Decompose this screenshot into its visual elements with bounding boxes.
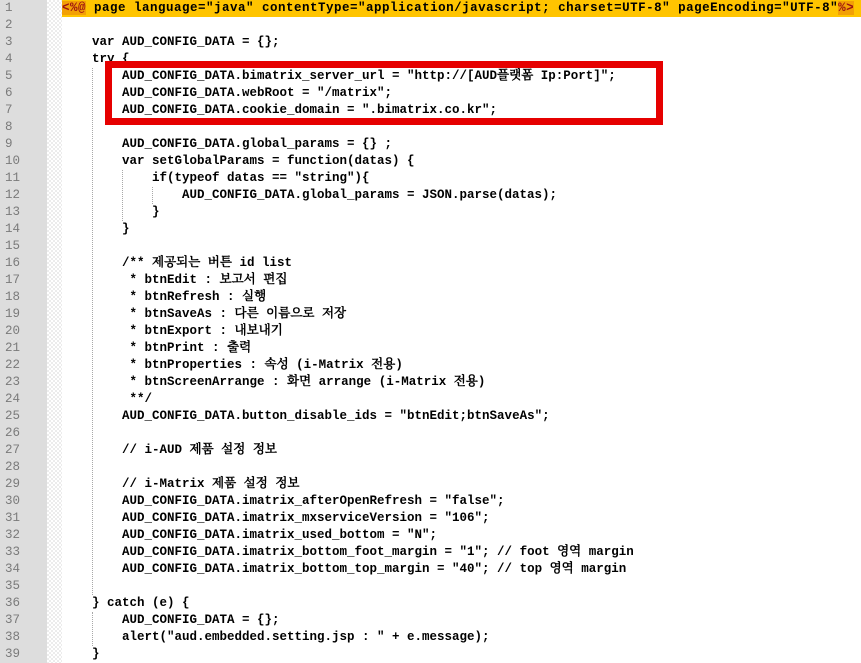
line-number: 38 bbox=[5, 630, 21, 644]
line-number: 11 bbox=[5, 171, 21, 185]
code-line[interactable] bbox=[0, 595, 861, 612]
line-number: 7 bbox=[5, 103, 13, 117]
code-text bbox=[0, 578, 861, 595]
code-line[interactable] bbox=[0, 119, 861, 136]
code-line[interactable] bbox=[0, 408, 861, 425]
code-text: /** 제공되는 버튼 id list bbox=[122, 256, 292, 270]
line-number: 30 bbox=[5, 494, 21, 508]
line-number: 23 bbox=[5, 375, 21, 389]
code-text: var AUD_CONFIG_DATA = {}; bbox=[92, 35, 280, 49]
code-line[interactable] bbox=[0, 34, 861, 51]
line-number: 26 bbox=[5, 426, 21, 440]
line-number: 16 bbox=[5, 256, 21, 270]
code-line[interactable] bbox=[0, 51, 861, 68]
code-text: } bbox=[92, 647, 100, 661]
code-text bbox=[0, 425, 861, 442]
code-line[interactable] bbox=[0, 238, 861, 255]
code-line[interactable] bbox=[0, 527, 861, 544]
line-number: 12 bbox=[5, 188, 21, 202]
code-line[interactable] bbox=[0, 136, 861, 153]
line-number: 20 bbox=[5, 324, 21, 338]
line-number: 14 bbox=[5, 222, 21, 236]
code-line[interactable] bbox=[0, 425, 861, 442]
code-line[interactable] bbox=[0, 612, 861, 629]
code-line[interactable] bbox=[0, 204, 861, 221]
line-number: 17 bbox=[5, 273, 21, 287]
line-number: 28 bbox=[5, 460, 21, 474]
code-text: AUD_CONFIG_DATA.bimatrix_server_url = "http://[AUD플랫폼 Ip:Port]"; bbox=[122, 69, 616, 83]
line-number: 21 bbox=[5, 341, 21, 355]
jsp-delimiter: %> bbox=[838, 1, 855, 15]
code-text: AUD_CONFIG_DATA.imatrix_used_bottom = "N"; bbox=[122, 528, 438, 542]
line-number: 37 bbox=[5, 613, 21, 627]
line-number: 33 bbox=[5, 545, 21, 559]
code-line[interactable] bbox=[0, 323, 861, 340]
code-line[interactable] bbox=[0, 289, 861, 306]
code-text: * btnExport : 내보내기 bbox=[122, 324, 283, 338]
code-line[interactable] bbox=[0, 153, 861, 170]
line-number: 3 bbox=[5, 35, 13, 49]
code-line[interactable] bbox=[0, 340, 861, 357]
code-text: if(typeof datas == "string"){ bbox=[152, 171, 370, 185]
jsp-directive-text: page language="java" contentType="application/javascript; charset=UTF-8" pageEncoding="UTF-8" bbox=[86, 1, 839, 15]
code-text: AUD_CONFIG_DATA.imatrix_bottom_foot_margin = "1"; // foot 영역 margin bbox=[122, 545, 634, 559]
line-number: 2 bbox=[5, 18, 13, 32]
line-number: 19 bbox=[5, 307, 21, 321]
line-number: 34 bbox=[5, 562, 21, 576]
line-number: 24 bbox=[5, 392, 21, 406]
line-number: 15 bbox=[5, 239, 21, 253]
line-number: 1 bbox=[5, 1, 13, 15]
code-text bbox=[0, 17, 861, 34]
line-number: 29 bbox=[5, 477, 21, 491]
indent-guide bbox=[122, 170, 123, 221]
code-text: AUD_CONFIG_DATA.button_disable_ids = "btnEdit;btnSaveAs"; bbox=[122, 409, 550, 423]
code-line[interactable] bbox=[0, 85, 861, 102]
line-number: 9 bbox=[5, 137, 13, 151]
code-text: * btnEdit : 보고서 편집 bbox=[122, 273, 288, 287]
code-line[interactable] bbox=[0, 646, 861, 663]
code-line[interactable] bbox=[0, 221, 861, 238]
code-line[interactable] bbox=[0, 170, 861, 187]
line-number: 18 bbox=[5, 290, 21, 304]
line-number: 22 bbox=[5, 358, 21, 372]
code-line[interactable] bbox=[0, 442, 861, 459]
code-line[interactable] bbox=[0, 476, 861, 493]
line-number: 35 bbox=[5, 579, 21, 593]
code-text bbox=[62, 0, 861, 17]
code-text: AUD_CONFIG_DATA.imatrix_mxserviceVersion = "106"; bbox=[122, 511, 490, 525]
code-line[interactable] bbox=[0, 255, 861, 272]
code-text: AUD_CONFIG_DATA.imatrix_afterOpenRefresh = "false"; bbox=[122, 494, 505, 508]
line-number: 8 bbox=[5, 120, 13, 134]
code-line[interactable] bbox=[0, 544, 861, 561]
code-line[interactable] bbox=[0, 187, 861, 204]
code-text: AUD_CONFIG_DATA.global_params = JSON.parse(datas); bbox=[182, 188, 558, 202]
code-text: AUD_CONFIG_DATA.imatrix_bottom_top_margin = "40"; // top 영역 margin bbox=[122, 562, 627, 576]
code-text bbox=[0, 459, 861, 476]
code-line[interactable] bbox=[0, 510, 861, 527]
code-line[interactable] bbox=[0, 272, 861, 289]
code-line[interactable] bbox=[0, 68, 861, 85]
code-line[interactable] bbox=[0, 357, 861, 374]
code-text: * btnSaveAs : 다른 이름으로 저장 bbox=[122, 307, 347, 321]
code-line[interactable] bbox=[0, 459, 861, 476]
code-text: var setGlobalParams = function(datas) { bbox=[122, 154, 415, 168]
code-line[interactable] bbox=[0, 102, 861, 119]
line-number: 13 bbox=[5, 205, 21, 219]
indent-guide bbox=[152, 187, 153, 204]
code-line[interactable] bbox=[0, 578, 861, 595]
line-number: 10 bbox=[5, 154, 21, 168]
line-number: 36 bbox=[5, 596, 21, 610]
code-text: try { bbox=[92, 52, 130, 66]
code-text: * btnPrint : 출력 bbox=[122, 341, 252, 355]
line-number: 39 bbox=[5, 647, 21, 661]
code-line[interactable] bbox=[0, 391, 861, 408]
line-number: 4 bbox=[5, 52, 13, 66]
indent-guide bbox=[92, 612, 93, 646]
code-text: **/ bbox=[122, 392, 153, 406]
line-number: 27 bbox=[5, 443, 21, 457]
line-number: 5 bbox=[5, 69, 13, 83]
code-line[interactable] bbox=[0, 493, 861, 510]
code-text: * btnScreenArrange : 화면 arrange (i-Matrix 전용) bbox=[122, 375, 486, 389]
line-number: 25 bbox=[5, 409, 21, 423]
code-text bbox=[0, 238, 861, 255]
indent-guide bbox=[92, 68, 93, 595]
code-text: * btnRefresh : 실행 bbox=[122, 290, 267, 304]
code-text bbox=[0, 119, 861, 136]
line-number: 32 bbox=[5, 528, 21, 542]
code-text: AUD_CONFIG_DATA = {}; bbox=[122, 613, 280, 627]
line-number: 31 bbox=[5, 511, 21, 525]
code-text: * btnProperties : 속성 (i-Matrix 전용) bbox=[122, 358, 403, 372]
code-line[interactable] bbox=[0, 629, 861, 646]
code-text: // i-AUD 제품 설정 정보 bbox=[122, 443, 277, 457]
code-text: alert("aud.embedded.setting.jsp : " + e.message); bbox=[122, 630, 490, 644]
code-text: } bbox=[122, 222, 130, 236]
line-number: 6 bbox=[5, 86, 13, 100]
jsp-delimiter: <%@ bbox=[62, 1, 87, 15]
code-line[interactable] bbox=[0, 374, 861, 391]
code-text: } catch (e) { bbox=[92, 596, 190, 610]
code-line[interactable] bbox=[0, 0, 861, 17]
code-text: AUD_CONFIG_DATA.cookie_domain = ".bimatrix.co.kr"; bbox=[122, 103, 498, 117]
code-text: AUD_CONFIG_DATA.webRoot = "/matrix"; bbox=[122, 86, 393, 100]
code-text: // i-Matrix 제품 설정 정보 bbox=[122, 477, 300, 491]
code-line[interactable] bbox=[0, 561, 861, 578]
code-text: } bbox=[152, 205, 160, 219]
code-text: AUD_CONFIG_DATA.global_params = {} ; bbox=[122, 137, 393, 151]
code-line[interactable] bbox=[0, 17, 861, 34]
code-line[interactable] bbox=[0, 306, 861, 323]
